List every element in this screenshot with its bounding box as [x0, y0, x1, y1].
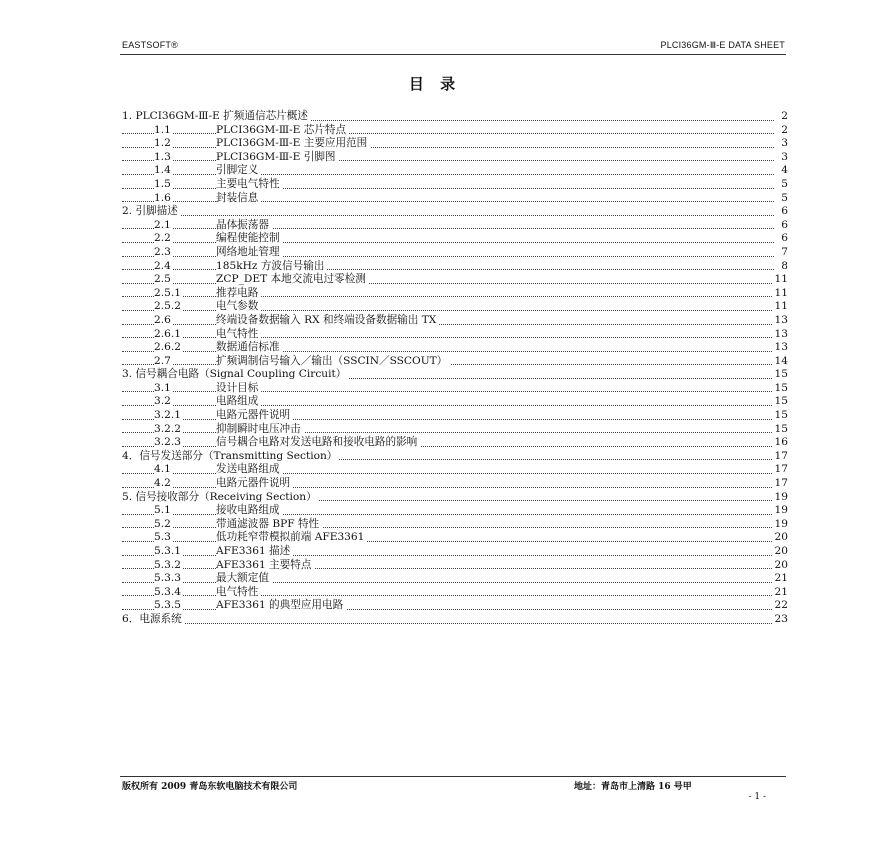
toc-entry-number: 5.3	[154, 531, 171, 544]
toc-entry-number: 2.4	[154, 259, 171, 272]
toc-entry[interactable]	[122, 205, 788, 219]
toc-entry-title: 推荐电路	[216, 287, 261, 301]
toc-entry[interactable]	[122, 137, 788, 151]
toc-entry-title: AFE3361 的典型应用电路	[216, 599, 346, 613]
page-title: 目 录	[408, 76, 462, 93]
toc-entry[interactable]	[122, 423, 788, 437]
toc-entry-number: 2. 引脚描述	[122, 205, 178, 218]
toc-entry[interactable]	[122, 124, 788, 138]
toc-entry-number: 1.5	[154, 177, 171, 190]
toc-entry-number: 5.3.2	[154, 558, 181, 571]
toc-entry-title: 电路组成	[216, 395, 261, 409]
toc-entry-page: 6	[781, 232, 788, 245]
toc-entry-title: ZCP_DET 本地交流电过零检测	[216, 273, 369, 287]
toc-entry-page: 23	[774, 612, 788, 625]
toc-entry-page: 2	[781, 123, 788, 136]
toc-entry-title: 电路元器件说明	[216, 477, 293, 491]
toc-entry-number: 1.2	[154, 137, 171, 150]
toc-entry-page: 6	[781, 205, 788, 218]
toc-leader-dots	[122, 623, 774, 624]
toc-entry[interactable]	[122, 572, 788, 586]
header-company: EASTSOFT®	[122, 40, 178, 50]
toc-entry-number: 5. 信号接收部分（Receiving Section）	[122, 490, 317, 503]
toc-entry-number: 3.2.3	[154, 436, 181, 449]
toc-entry[interactable]	[122, 382, 788, 396]
toc-entry-number: 2.5.2	[154, 300, 181, 313]
toc-entry-title: 最大额定值	[216, 572, 272, 586]
toc-entry[interactable]	[122, 504, 788, 518]
toc-entry-number: 1.1	[154, 123, 171, 136]
toc-entry[interactable]	[122, 491, 788, 505]
toc-entry-number: 3.2.2	[154, 422, 181, 435]
toc-entry-page: 15	[774, 409, 788, 422]
toc-entry-number: 3. 信号耦合电路（Signal Coupling Circuit）	[122, 368, 347, 381]
toc-entry-number: 5.2	[154, 517, 171, 530]
toc-entry[interactable]	[122, 178, 788, 192]
toc-entry[interactable]	[122, 355, 788, 369]
toc-entry[interactable]	[122, 613, 788, 627]
toc-entry-number: 1.3	[154, 150, 171, 163]
toc-entry-number: 2.2	[154, 232, 171, 245]
toc-entry-title: 抑制瞬时电压冲击	[216, 423, 304, 437]
toc-entry-page: 22	[774, 599, 788, 612]
toc-entry-number: 2.5	[154, 273, 171, 286]
toc-entry[interactable]	[122, 463, 788, 477]
toc-entry[interactable]	[122, 300, 788, 314]
toc-entry[interactable]	[122, 477, 788, 491]
toc-entry[interactable]	[122, 518, 788, 532]
toc-entry-number: 5.3.5	[154, 599, 181, 612]
toc-entry-title: 185kHz 方波信号输出	[216, 260, 327, 274]
toc-entry-title: 终端设备数据输入 RX 和终端设备数据输出 TX	[216, 314, 439, 328]
toc-entry-page: 20	[774, 558, 788, 571]
toc-entry-title: 晶体振荡器	[216, 219, 272, 233]
toc-entry-title: 带通滤波器 BPF 特性	[216, 518, 322, 532]
toc-entry-page: 19	[774, 490, 788, 503]
toc-entry[interactable]	[122, 436, 788, 450]
toc-entry[interactable]	[122, 314, 788, 328]
header-doc-title: PLCI36GM-Ⅲ-E DATA SHEET	[660, 40, 785, 50]
toc-entry-title: 电气特性	[216, 586, 261, 600]
toc-entry-number: 5.3.4	[154, 585, 181, 598]
toc-entry-page: 3	[781, 137, 788, 150]
toc-entry-title: PLCI36GM-Ⅲ-E 引脚图	[216, 151, 339, 165]
toc-entry-number: 2.3	[154, 245, 171, 258]
toc-entry-number: 6．电源系统	[122, 612, 182, 625]
toc-entry-number: 2.6.1	[154, 327, 181, 340]
toc-entry-number: 2.5.1	[154, 286, 181, 299]
page-number: - 1 -	[748, 792, 766, 802]
toc-entry-page: 15	[774, 422, 788, 435]
toc-entry-page: 13	[774, 327, 788, 340]
toc-entry[interactable]	[122, 273, 788, 287]
toc-entry-title: 信号耦合电路对发送电路和接收电路的影响	[216, 436, 420, 450]
toc-entry-page: 16	[774, 436, 788, 449]
toc-leader-dots	[122, 215, 774, 216]
toc-entry-title: PLCI36GM-Ⅲ-E 芯片特点	[216, 124, 349, 138]
toc-entry-title: PLCI36GM-Ⅲ-E 主要应用范围	[216, 137, 370, 151]
toc-entry-number: 2.6.2	[154, 341, 181, 354]
toc-entry-title: 网络地址管理	[216, 246, 283, 260]
toc-entry-title: AFE3361 主要特点	[216, 559, 314, 573]
toc-entry[interactable]	[122, 409, 788, 423]
toc-entry-title: 引脚定义	[216, 164, 261, 178]
toc-entry[interactable]	[122, 450, 788, 464]
toc-entry-page: 15	[774, 395, 788, 408]
toc-entry-page: 7	[781, 245, 788, 258]
toc-entry[interactable]	[122, 586, 788, 600]
toc-entry-page: 17	[774, 463, 788, 476]
toc-entry[interactable]	[122, 219, 788, 233]
toc-entry-title: 电路元器件说明	[216, 409, 293, 423]
toc-entry-number: 5.1	[154, 504, 171, 517]
toc-entry[interactable]	[122, 164, 788, 178]
toc-entry-page: 3	[781, 150, 788, 163]
toc-entry[interactable]	[122, 232, 788, 246]
footer-copyright: 版权所有 2009 青岛东软电脑技术有限公司	[122, 782, 298, 792]
toc-entry[interactable]	[122, 328, 788, 342]
toc-entry-page: 11	[774, 273, 788, 286]
toc-entry-title: 编程使能控制	[216, 232, 283, 246]
toc-entry-page: 15	[774, 368, 788, 381]
toc-entry-title: 电气参数	[216, 300, 261, 314]
toc-entry-title: 设计目标	[216, 382, 261, 396]
header-rule	[120, 54, 786, 55]
toc-entry-number: 1.4	[154, 164, 171, 177]
footer-address: 地址：青岛市上清路 16 号甲	[574, 782, 692, 792]
toc-entry-title: 扩频调制信号输入／输出（SSCIN／SSCOUT）	[216, 355, 450, 369]
toc-entry[interactable]	[122, 287, 788, 301]
toc-entry[interactable]	[122, 545, 788, 559]
toc-entry-page: 4	[781, 164, 788, 177]
toc-entry-title: AFE3361 描述	[216, 545, 293, 559]
toc-entry-page: 19	[774, 517, 788, 530]
toc-entry-page: 13	[774, 341, 788, 354]
toc-entry-number: 4．信号发送部分（Transmitting Section）	[122, 449, 338, 462]
toc-entry-page: 20	[774, 531, 788, 544]
toc-entry-number: 5.3.1	[154, 545, 181, 557]
toc-entry[interactable]	[122, 559, 788, 573]
toc-entry[interactable]	[122, 246, 788, 260]
toc-entry-page: 2	[781, 110, 788, 122]
toc-entry-page: 21	[774, 572, 788, 585]
toc-entry-page: 17	[774, 477, 788, 490]
toc-entry[interactable]	[122, 531, 788, 545]
toc-entry-number: 2.1	[154, 218, 171, 231]
toc-entry-page: 11	[774, 300, 788, 313]
toc-entry[interactable]	[122, 110, 788, 124]
toc-entry-page: 15	[774, 381, 788, 394]
toc-entry-number: 1.6	[154, 191, 171, 204]
toc-entry-number: 3.2	[154, 395, 171, 408]
toc-entry-page: 5	[781, 191, 788, 204]
toc-entry-page: 19	[774, 504, 788, 517]
toc-entry-title: 主要电气特性	[216, 178, 283, 192]
toc-entry-page: 6	[781, 218, 788, 231]
toc-entry-title: 封装信息	[216, 192, 261, 206]
toc-entry-page: 13	[774, 313, 788, 326]
toc-entry[interactable]	[122, 192, 788, 206]
toc-entry-page: 5	[781, 177, 788, 190]
toc-entry-page: 11	[774, 286, 788, 299]
toc-entry-page: 21	[774, 585, 788, 598]
table-of-contents	[122, 110, 788, 627]
toc-entry-number: 2.7	[154, 354, 171, 367]
toc-entry-title: 发送电路组成	[216, 463, 283, 477]
toc-entry-page: 20	[774, 545, 788, 557]
toc-entry-page: 17	[774, 449, 788, 462]
toc-entry-number: 1. PLCI36GM-Ⅲ-E 扩频通信芯片概述	[122, 110, 308, 122]
toc-entry-page: 8	[781, 259, 788, 272]
toc-entry[interactable]	[122, 341, 788, 355]
toc-entry-title: 数据通信标准	[216, 341, 283, 355]
toc-entry[interactable]	[122, 151, 788, 165]
toc-entry-title: 低功耗窄带模拟前端 AFE3361	[216, 531, 367, 545]
toc-entry-number: 3.2.1	[154, 409, 181, 422]
toc-entry-page: 14	[774, 354, 788, 367]
toc-entry[interactable]	[122, 368, 788, 382]
toc-entry-title: 接收电路组成	[216, 504, 283, 518]
toc-entry-number: 3.1	[154, 381, 171, 394]
toc-entry-number: 4.1	[154, 463, 171, 476]
toc-entry-number: 2.6	[154, 313, 171, 326]
toc-entry-title: 电气特性	[216, 328, 261, 342]
footer-rule	[120, 776, 786, 777]
toc-entry-number: 5.3.3	[154, 572, 181, 585]
toc-entry[interactable]	[122, 260, 788, 274]
toc-entry[interactable]	[122, 599, 788, 613]
toc-entry[interactable]	[122, 395, 788, 409]
toc-entry-number: 4.2	[154, 477, 171, 490]
